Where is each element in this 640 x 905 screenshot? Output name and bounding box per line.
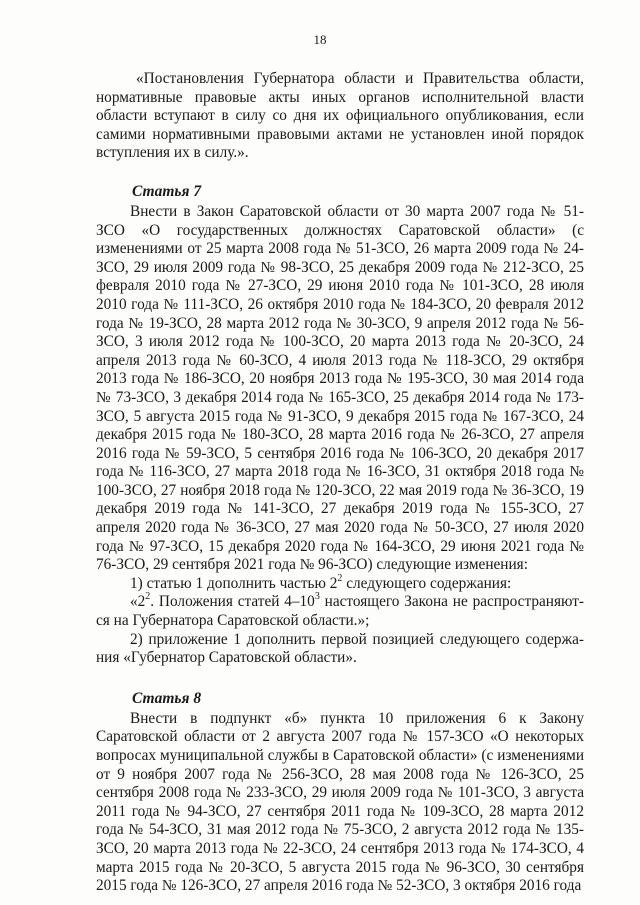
quote-superscript-2: 3 [314, 591, 320, 603]
article-8-title: Статья 8 [132, 689, 202, 707]
item-1-superscript: 2 [337, 572, 343, 584]
article-7-item-1 [96, 572, 584, 594]
quote-open: «2 [130, 593, 146, 611]
item-1-text-before: 1) статью 1 дополнить частью 2 [130, 574, 338, 592]
page-number: 18 [313, 32, 327, 47]
quote-paragraph: «Постановления Губернатора области и Правительства области, нормативные правовые акты иных органов исполнительной власти области вступают в силу со дня их официального опубликования, если самими нормативными правовыми актами не установлен иной порядок вступления их в силу.». [96, 70, 584, 162]
quote-end: настоящего Закона не распространяют-ся на Губернатора Саратовской области.»; [96, 593, 584, 630]
article-8-intro: Внести в подпункт «б» пункта 10 приложения 6 к Закону Саратовской области от 2 августа 2007 года № 157-ЗСО «О некоторых вопросах муниципальной службы в Саратовской области» (с изменениями от 9 ноября 2007 года № 256-ЗСО, 28 мая 2008 года № 126-ЗСО, 25 сентября 2008 года № 233-ЗСО, 29 июля 2009 года № 101-ЗСО, 3 августа 2011 года № 94-ЗСО, 27 сентября 2011 года № 109-ЗСО, 28 марта 2012 года № 54-ЗСО, 31 мая 2012 года № 75-ЗСО, 2 августа 2012 года № 135-ЗСО, 20 марта 2013 года № 22-ЗСО, 24 сентября 2013 года № 174-ЗСО, 4 марта 2015 года № 20-ЗСО, 5 августа 2015 года № 96-ЗСО, 30 сентября 2015 года № 126-ЗСО, 27 апреля 2016 года № 52-ЗСО, 3 октября 2016 года [96, 709, 584, 895]
item-1-text-after: следующего содержания: [342, 574, 512, 592]
article-7-intro: Внести в Закон Саратовской области от 30 марта 2007 года № 51-ЗСО «О государственных должностях Саратовской области» (с изменениями от 25 марта 2008 года № 51-ЗСО, 26 марта 2009 года № 24-ЗСО, 29 июля 2009 года № 98-ЗСО, 25 декабря 2009 года № 212-ЗСО, 25 февраля 2010 года № 27-ЗСО, 29 июня 2010 года № 101-ЗСО, 28 июля 2010 года № 111-ЗСО, 26 октября 2010 года № 184-ЗСО, 20 февраля 2012 года № 19-ЗСО, 28 марта 2012 года № 30-ЗСО, 9 апреля 2012 года № 56-ЗСО, 3 июля 2012 года № 100-ЗСО, 20 марта 2013 года № 20-ЗСО, 24 апреля 2013 года № 60-ЗСО, 4 июля 2013 года № 118-ЗСО, 29 октября 2013 года № 186-ЗСО, 20 ноября 2013 года № 195-ЗСО, 30 мая 2014 года № 73-ЗСО, 3 декабря 2014 года № 165-ЗСО, 25 декабря 2014 года № 173-ЗСО, 5 августа 2015 года № 91-ЗСО, 9 декабря 2015 года № 167-ЗСО, 24 декабря 2015 года № 180-ЗСО, 28 марта 2016 года № 26-ЗСО, 27 апреля 2016 года № 59-ЗСО, 5 сентября 2016 года № 106-ЗСО, 20 декабря 2017 года № 116-ЗСО, 27 марта 2018 года № 16-ЗСО, 31 октября 2018 года № 100-ЗСО, 27 ноября 2018 года № 120-ЗСО, 22 мая 2019 года № 36-ЗСО, 19 декабря 2019 года № 141-ЗСО, 27 декабря 2019 года № 155-ЗСО, 27 апреля 2020 года № 36-ЗСО, 27 мая 2020 года № 50-ЗСО, 27 июля 2020 года № 97-ЗСО, 15 декабря 2020 года № 164-ЗСО, 29 июня 2021 года № 76-ЗСО, 29 сентября 2021 года № 96-ЗСО) следующие изменения: [96, 202, 584, 574]
article-7-title: Статья 7 [132, 182, 202, 200]
quote-superscript-1: 2 [145, 591, 151, 603]
document-body [96, 70, 584, 896]
quote-middle: . Положения статей 4–10 [150, 593, 315, 611]
article-7-item-2: 2) приложение 1 дополнить первой позицией следующего содержа-ния «Губернатор Саратовской области». [96, 630, 584, 667]
article-7-item-1-quote [96, 593, 584, 630]
